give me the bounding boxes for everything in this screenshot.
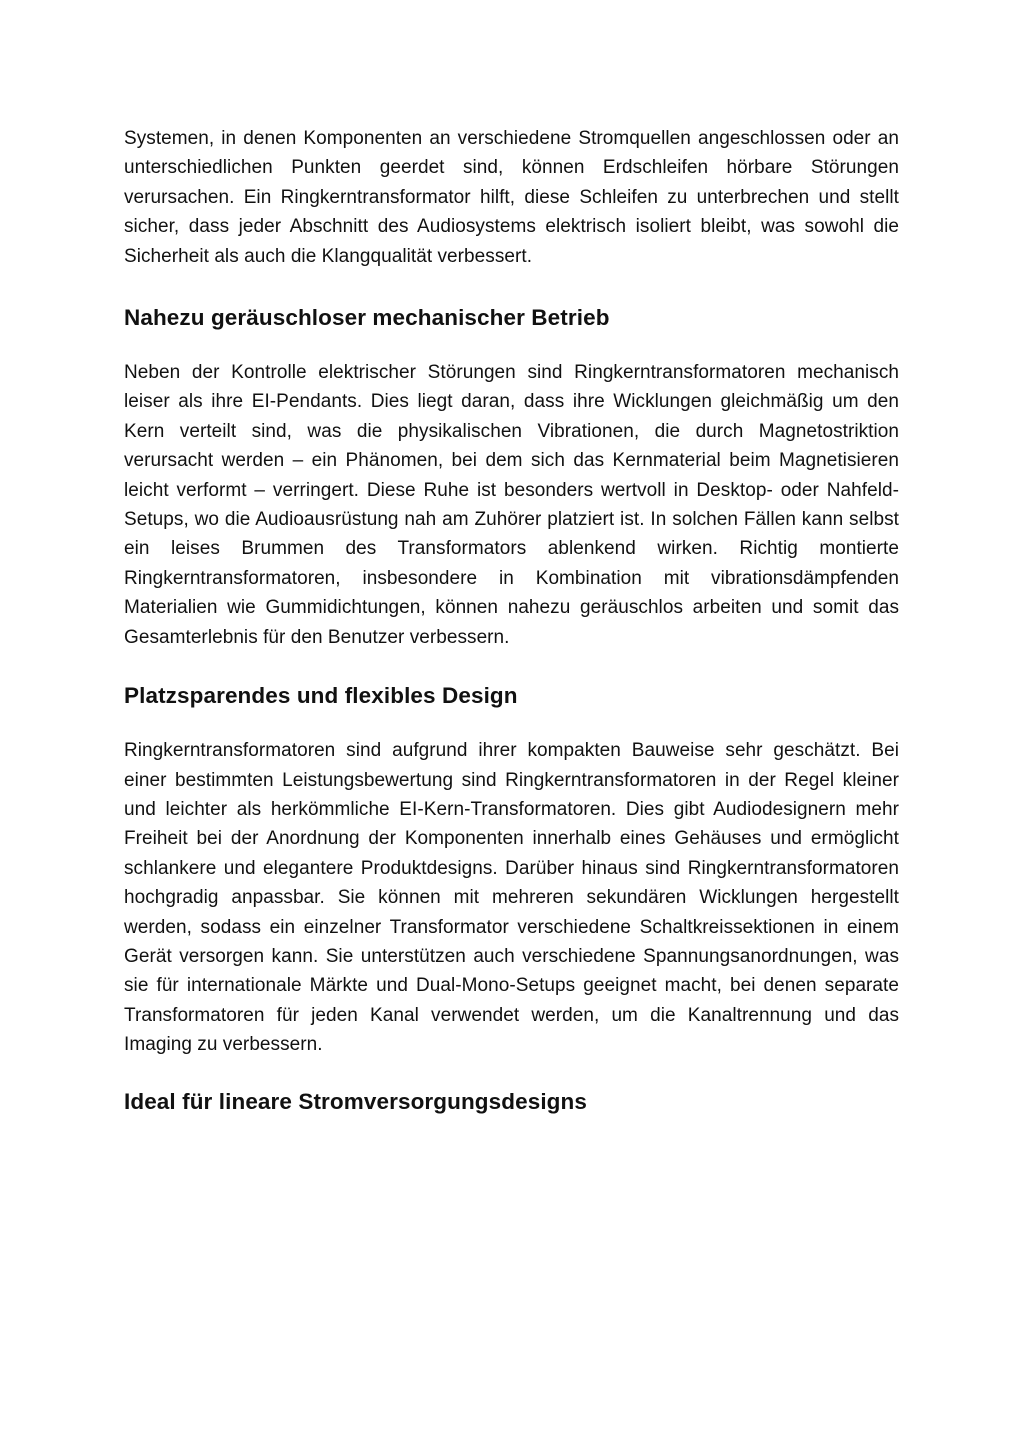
section-paragraph-space-saving-design: Ringkerntransformatoren sind aufgrund ihrer kompakten Bauweise sehr geschätzt. Bei einer bestimmten Leistungsbewertung sind Ringkerntransformatoren in der Regel kleiner und leichter als herkömmliche EI-Kern-Transformatoren. Dies gibt Audiodesignern mehr Freiheit bei der Anordnung der Komponenten innerhalb eines Gehäuses und ermöglicht schlankere und elegantere Produktdesigns. Darüber hinaus sind Ringkerntransformatoren hochgradig anpassbar. Sie können mit mehreren sekundären Wicklungen hergestellt werden, sodass ein einzelner Transformator verschiedene Schaltkreissektionen in einem Gerät versorgen kann. Sie unterstützen auch verschiedene Spannungsanordnungen, was sie für internationale Märkte und Dual-Mono-Setups geeignet macht, bei denen separate Transformatoren für jeden Kanal verwendet werden, um die Kanaltrennung und das Imaging zu verbessern. bbox=[124, 740, 899, 1056]
section-paragraph-mechanical-operation: Neben der Kontrolle elektrischer Störungen sind Ringkerntransformatoren mechanisch leiser als ihre EI-Pendants. Dies liegt daran, dass ihre Wicklungen gleichmäßig um den Kern verteilt sind, was die physikalischen Vibrationen, die durch Magnetostriktion verursacht werden – ein Phänomen, bei dem sich das Kernmaterial beim Magnetisieren leicht verformt – verringert. Diese Ruhe ist besonders wertvoll in Desktop- oder Nahfeld-Setups, wo die Audioausrüstung nah am Zuhörer platziert ist. In solchen Fällen kann selbst ein leises Brummen des Transformators ablenkend wirken. Richtig montierte Ringkerntransformatoren, insbesondere in Kombination mit vibrationsdämpfenden Materialien wie Gummidichtungen, können nahezu geräuschlos arbeiten und somit das Gesamterlebnis für den Benutzer verbessern. bbox=[124, 362, 899, 648]
section-heading-linear-power-supply: Ideal für lineare Stromversorgungsdesigns bbox=[124, 1088, 587, 1114]
intro-paragraph: Systemen, in denen Komponenten an verschiedene Stromquellen angeschlossen oder an unterschiedlichen Punkten geerdet sind, können Erdschleifen hörbare Störungen verursachen. Ein Ringkerntransformator hilft, diese Schleifen zu unterbrechen und stellt sicher, dass jeder Abschnitt des Audiosystems elektrisch isoliert bleibt, was sowohl die Sicherheit als auch die Klangqualität verbessert. bbox=[124, 128, 899, 267]
document-page bbox=[124, 124, 899, 1118]
section-heading-mechanical-operation: Nahezu geräuschloser mechanischer Betrieb bbox=[124, 305, 610, 331]
section-heading-space-saving-design: Platzsparendes und flexibles Design bbox=[124, 683, 518, 709]
